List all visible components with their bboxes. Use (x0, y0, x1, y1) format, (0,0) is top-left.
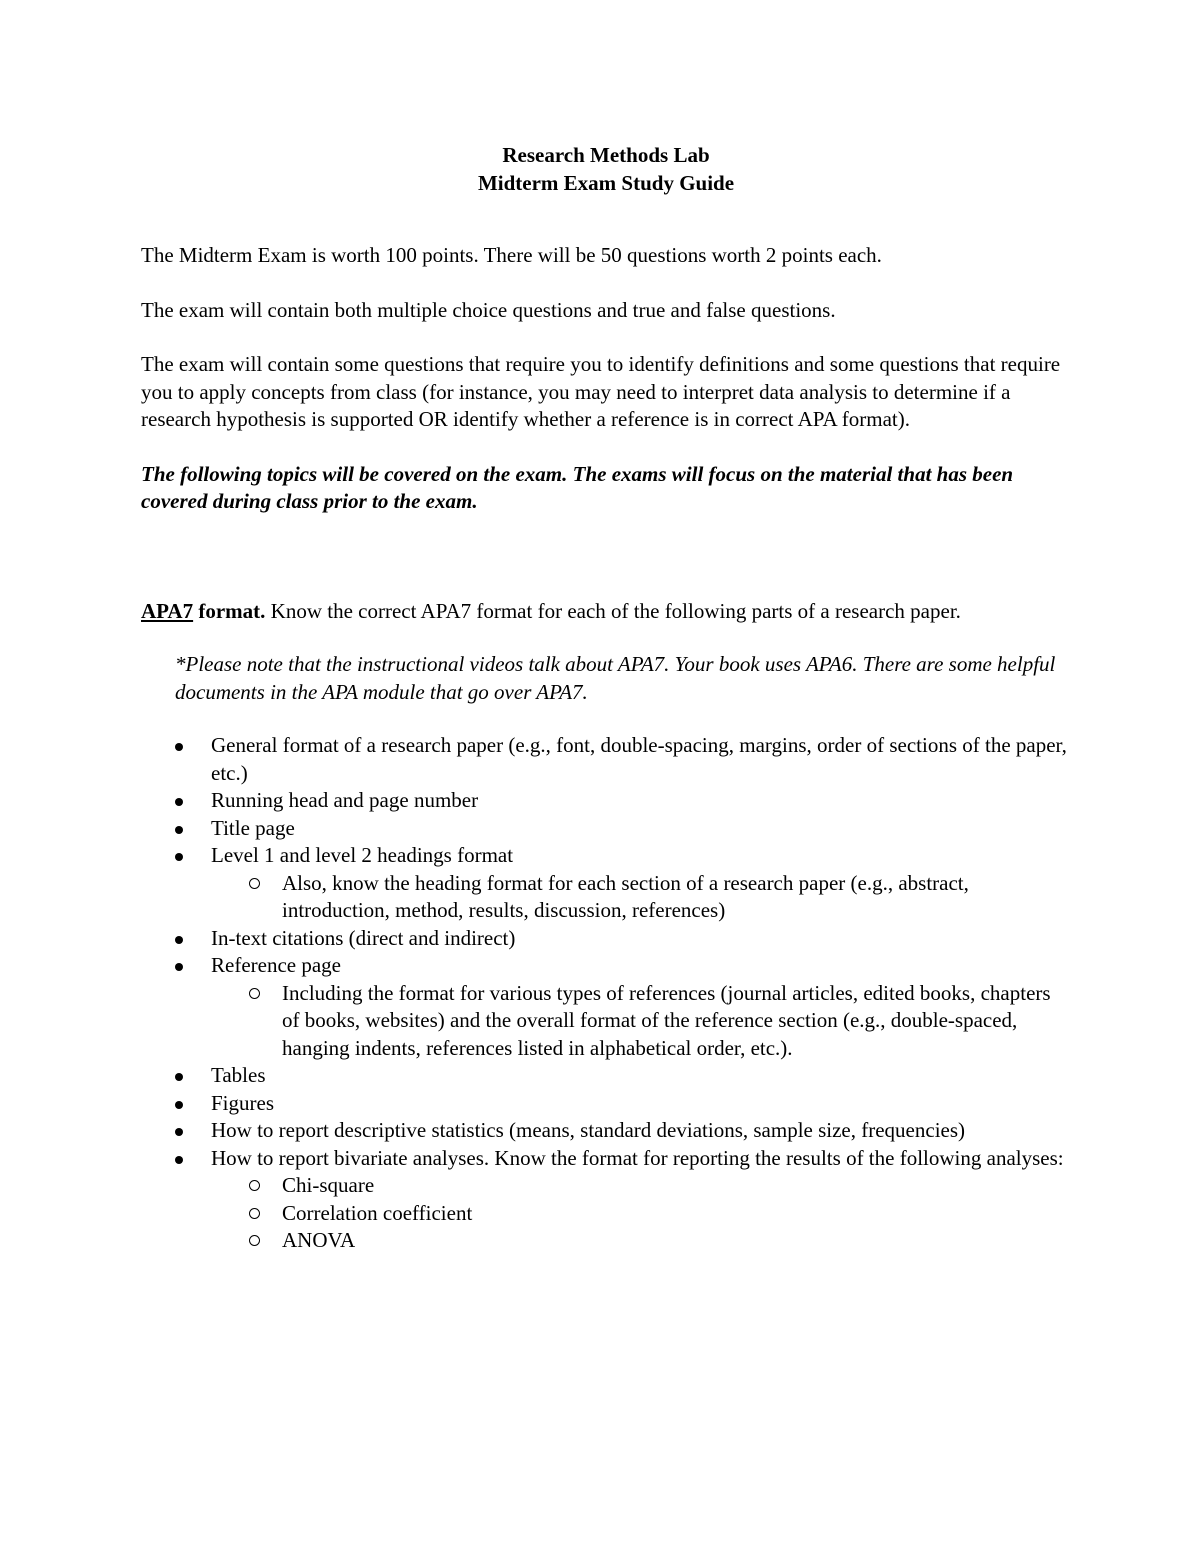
bullet-icon (175, 826, 183, 834)
bullet-icon (175, 936, 183, 944)
list-item-text: Tables (211, 1063, 266, 1087)
apa-heading-underlined: APA7 (141, 598, 194, 623)
sub-list-item (211, 980, 1071, 1063)
apply-concepts-paragraph: The exam will contain some questions that require you to identify definitions and some questions that require you to apply concepts from class (for instance, you may need to interpret data analysis to determine if a research hypothesis is supported OR identify whether a reference is in correct APA format). (141, 352, 1061, 431)
apa-heading-bold: format. (193, 598, 266, 623)
question-types-paragraph: The exam will contain both multiple choice questions and true and false questions. (141, 297, 836, 322)
list-item (141, 1062, 1071, 1090)
apa-format-paragraph (141, 598, 1071, 626)
list-item (141, 1090, 1071, 1118)
list-item-text: Figures (211, 1090, 274, 1115)
list-item (141, 842, 1071, 925)
apa-heading-text: Know the correct APA7 format for each of the following parts of a research paper. (265, 598, 961, 623)
sub-list-item-text: ANOVA (282, 1228, 356, 1252)
list-item-text: Reference page (211, 953, 341, 977)
sub-list-item (211, 1172, 1071, 1200)
hollow-bullet-icon (249, 988, 260, 999)
document-title-block (141, 141, 1071, 197)
document-page (141, 141, 1071, 1255)
topics-notice-paragraph: The following topics will be covered on the exam. The exams will focus on the material that has been covered during class prior to the exam. (141, 461, 1014, 513)
sub-list-item-text: Including the format for various types of references (journal articles, edited books, chapters of books, websites) and the overall format of the reference section (e.g., double-spaced, hanging indents, references listed in alphabetical order, etc.). (282, 980, 1051, 1060)
list-item (141, 952, 1071, 1062)
apa-topics-list (141, 732, 1071, 1255)
exam-points-paragraph: The Midterm Exam is worth 100 points. There will be 50 questions worth 2 points each. (141, 243, 882, 267)
list-item (141, 787, 1071, 815)
bullet-icon (175, 1073, 183, 1081)
sub-list-item-text: Also, know the heading format for each section of a research paper (e.g., abstract, introduction, method, results, discussion, references) (282, 870, 969, 922)
sub-list (211, 1172, 1071, 1255)
apa-version-note: *Please note that the instructional videos talk about APA7. Your book uses APA6. There are some helpful documents in the APA module that go over APA7. (175, 652, 1056, 704)
list-item (141, 1117, 1071, 1145)
list-item-text: Level 1 and level 2 headings format (211, 843, 514, 867)
list-item-text: Running head and page number (211, 788, 479, 812)
bullet-icon (175, 1101, 183, 1109)
hollow-bullet-icon (249, 1180, 260, 1191)
sub-list-item-text: Correlation coefficient (282, 1200, 473, 1225)
list-item (141, 925, 1071, 953)
bullet-icon (175, 1128, 183, 1136)
bullet-icon (175, 743, 183, 751)
hollow-bullet-icon (249, 878, 260, 889)
list-item-text: Title page (211, 815, 295, 840)
hollow-bullet-icon (249, 1235, 260, 1246)
sub-list-item (211, 1200, 1071, 1228)
hollow-bullet-icon (249, 1208, 260, 1219)
bullet-icon (175, 853, 183, 861)
document-subtitle: Midterm Exam Study Guide (477, 171, 735, 195)
list-item (141, 1145, 1071, 1255)
list-item-text: In-text citations (direct and indirect) (211, 925, 516, 950)
apa-format-heading (141, 599, 265, 623)
list-item-text: General format of a research paper (e.g., font, double-spacing, margins, order of sections of the paper, etc.) (211, 733, 1067, 785)
bullet-icon (175, 1156, 183, 1164)
list-item (141, 815, 1071, 843)
sub-list (211, 980, 1071, 1063)
bullet-icon (175, 798, 183, 806)
list-item (141, 732, 1071, 787)
list-item-text: How to report descriptive statistics (means, standard deviations, sample size, frequencies) (211, 1118, 966, 1142)
document-title: Research Methods Lab (502, 143, 710, 167)
sub-list-item (211, 1227, 1071, 1255)
bullet-icon (175, 963, 183, 971)
sub-list-item (211, 870, 1071, 925)
sub-list-item-text: Chi-square (282, 1173, 375, 1197)
list-item-text: How to report bivariate analyses. Know the format for reporting the results of the following analyses: (211, 1145, 1064, 1170)
sub-list (211, 870, 1071, 925)
